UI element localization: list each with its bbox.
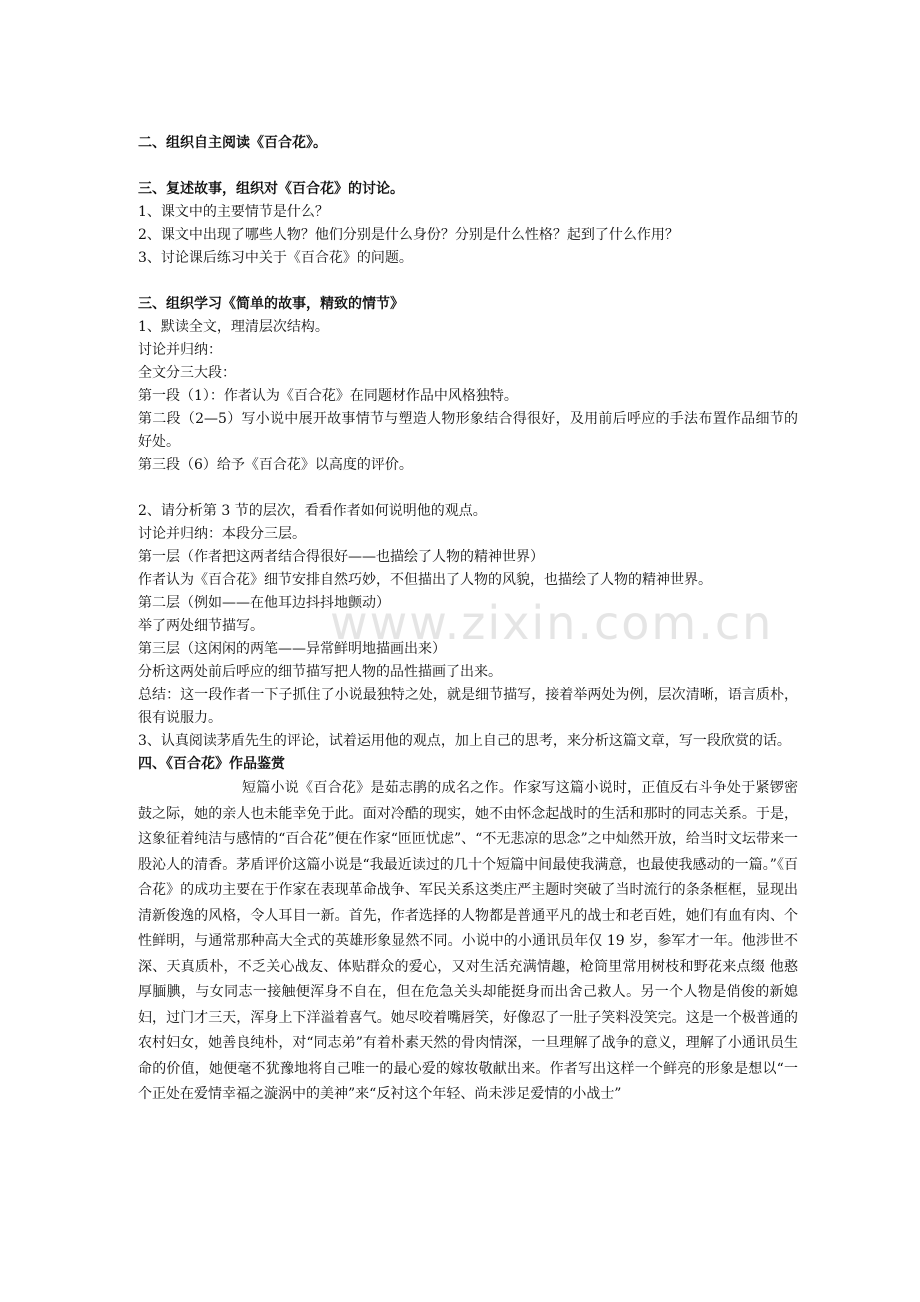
text-line: 作者认为《百合花》细节安排自然巧妙，不但描出了人物的风貌，也描绘了人物的精神世界。 bbox=[138, 572, 712, 588]
text-line: 第三段（6）给予《百合花》以高度的评价。 bbox=[138, 457, 413, 473]
section-2-title: 二、组织自主阅读《百合花》。 bbox=[138, 135, 327, 151]
list-item: 2、课文中出现了哪些人物？他们分别是什么身份？分别是什么性格？起到了什么作用？ bbox=[138, 227, 679, 243]
document-page bbox=[138, 132, 798, 1108]
text-line: 举了两处细节描写。 bbox=[138, 618, 264, 634]
text-paragraph: 第二段（2—5）写小说中展开故事情节与塑造人物形象结合得很好，及用前后呼应的手法布置作品细节的好处。 bbox=[138, 411, 798, 450]
text-line: 全文分三大段： bbox=[138, 365, 236, 381]
section-3a-title: 三、复述故事，组织对《百合花》的讨论。 bbox=[138, 181, 404, 197]
text-line: 第一层（作者把这两者结合得很好——也描绘了人物的精神世界） bbox=[138, 549, 544, 565]
text-line: 第三层（这闲闲的两笔——异常鲜明地描画出来） bbox=[138, 641, 446, 657]
appreciation-paragraph: 短篇小说《百合花》是茹志鹃的成名之作。作家写这篇小说时，正值反右斗争处于紧锣密鼓之际，她的亲人也未能幸免于此。面对冷酷的现实，她不由怀念起战时的生活和那时的同志关系。于是，这象征着纯洁与感情的“百合花”便在作家“匝匝忧虑”、“不无悲凉的思念”之中灿然开放，给当时文坛带来一股沁人的清香。茅盾评价这篇小说是“我最近读过的几十个短篇中间最使我满意，也最使我感动的一篇。”《百合花》的成功主要在于作家在表现革命战争、军民关系这类庄严主题时突破了当时流行的条条框框，显现出清新俊逸的风格，令人耳目一新。首先，作者选择的人物都是普通平凡的战士和老百姓，她们有血有肉、个性鲜明，与通常那种高大全式的英雄形象显然不同。小说中的小通讯员年仅 19 岁，参军才一年。他涉世不深、天真质朴，不乏关心战友、体贴群众的爱心，又对生活充满情趣，枪筒里常用树枝和野花来点缀 他憨厚腼腆，与女同志一接触便浑身不自在，但在危急关头却能挺身而出舍己救人。另一个人物是俏俊的新媳妇，过门才三天，浑身上下洋溢着喜气。她尽咬着嘴唇笑，好像忍了一肚子笑料没笑完。这是一个极普通的农村妇女，她善良纯朴，对“同志弟”有着朴素天然的骨肉情深，一旦理解了战争的意义，理解了小通讯员生命的价值，她便毫不犹豫地将自己唯一的最心爱的嫁妆敬献出来。作者写出这样一个鲜亮的形象是想以“一个正处在爱情幸福之漩涡中的美神”来“反衬这个年轻、尚未涉足爱情的小战士” bbox=[138, 780, 798, 1102]
text-line: 讨论并归纳：本段分三层。 bbox=[138, 526, 306, 542]
list-item: 1、课文中的主要情节是什么？ bbox=[138, 204, 329, 220]
text-line: 1、默读全文，理清层次结构。 bbox=[138, 319, 329, 335]
text-paragraph: 3、认真阅读茅盾先生的评论，试着运用他的观点，加上自己的思考，来分析这篇文章，写一段欣赏的话。 bbox=[138, 733, 791, 749]
text-line: 第二层（例如——在他耳边抖抖地颤动） bbox=[138, 595, 390, 611]
section-3b-title: 三、组织学习《简单的故事，精致的情节》 bbox=[138, 296, 404, 312]
summary-paragraph: 总结：这一段作者一下子抓住了小说最独特之处，就是细节描写，接着举两处为例，层次清晰，语言质朴，很有说服力。 bbox=[138, 687, 798, 726]
text-line: 第一段（1）：作者认为《百合花》在同题材作品中风格独特。 bbox=[138, 388, 518, 404]
list-item: 3、讨论课后练习中关于《百合花》的问题。 bbox=[138, 250, 413, 266]
section-4-title: 四、《百合花》作品鉴赏 bbox=[138, 756, 285, 772]
text-line: 讨论并归纳： bbox=[138, 342, 222, 358]
watermark: www.zixin.com.cn bbox=[330, 596, 774, 650]
text-line: 2、请分析第 3 节的层次，看看作者如何说明他的观点。 bbox=[138, 503, 487, 519]
text-line: 分析这两处前后呼应的细节描写把人物的品性描画了出来。 bbox=[138, 664, 502, 680]
